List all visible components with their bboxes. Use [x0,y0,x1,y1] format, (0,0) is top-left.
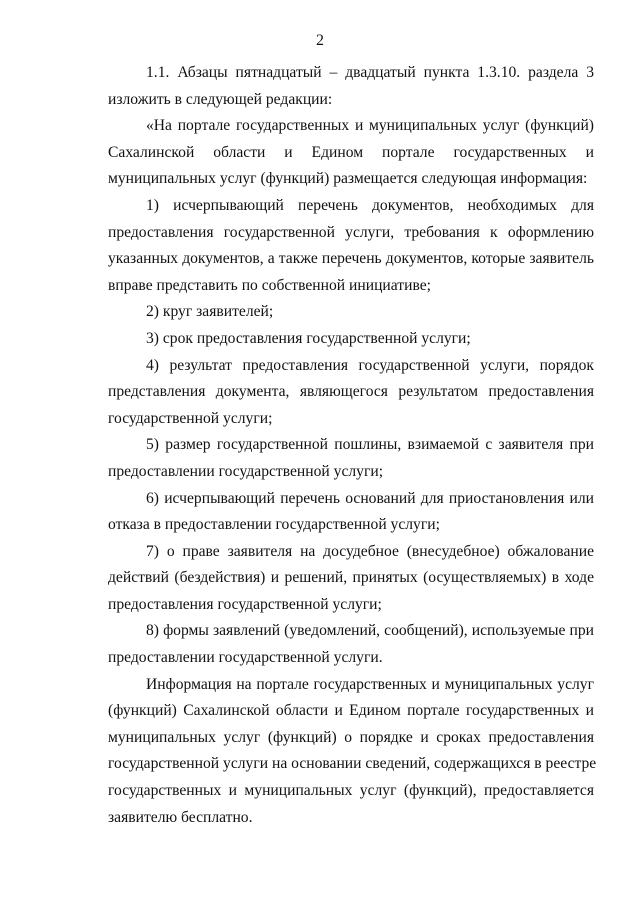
text-line: 7) о праве заявителя на досудебное (внесудебное) обжалование [146,542,594,560]
paragraph [108,299,594,326]
paragraph [108,193,594,299]
text-line: указанных документов, а также перечень документов, которые заявитель [108,250,594,268]
text-line: муниципальных услуг (функций) о порядке и сроках предоставления [108,728,594,746]
text-line: 6) исчерпывающий перечень оснований для приостановления или [146,489,594,507]
paragraph [108,60,594,113]
text-line: представления документа, являющегося результатом предоставления [108,383,594,401]
paragraph [108,353,594,433]
paragraph [108,113,594,193]
text-line: 2) круг заявителей; [146,303,274,321]
text-line: 1.1. Абзацы пятнадцатый – двадцатый пункта 1.3.10. раздела 3 [146,64,594,81]
text-line: предоставления государственной услуги; [108,595,382,613]
text-line: «На портале государственных и муниципальных услуг (функций) [146,117,594,135]
text-line: 1) исчерпывающий перечень документов, необходимых для [146,196,594,214]
text-line: отказа в предоставлении государственной услуги; [108,516,440,534]
text-line: 3) срок предоставления государственной услуги; [146,329,471,347]
text-line: государственной услуги на основании сведений, содержащихся в реестре [108,755,597,773]
paragraph [108,618,594,671]
text-line: действий (бездействия) и решений, принятых (осуществляемых) в ходе [108,569,594,587]
text-line: заявителю бесплатно. [108,808,253,826]
document-body [108,60,597,831]
text-line: Информация на портале государственных и муниципальных услуг [146,675,594,693]
paragraph [108,672,597,832]
text-line: предоставлении государственной услуги; [108,462,384,480]
text-line: изложить в следующей редакции: [108,90,333,108]
page-number: 2 [316,32,324,49]
text-line: государственных и муниципальных услуг (функций), предоставляется [108,782,594,800]
paragraph [108,539,594,619]
text-line: предоставления государственной услуги, требования к оформлению [108,223,594,241]
text-line: государственной услуги; [108,409,273,427]
paragraph [108,326,594,353]
text-line: 5) размер государственной пошлины, взимаемой с заявителя при [146,436,594,454]
paragraph [108,432,594,485]
text-line: 8) формы заявлений (уведомлений, сообщений), используемые при [146,622,594,640]
text-line: вправе представить по собственной инициативе; [108,276,431,294]
text-line: 4) результат предоставления государственной услуги, порядок [146,356,594,374]
text-line: предоставлении государственной услуги. [108,649,383,667]
text-line: (функций) Сахалинской области и Едином портале государственных и [108,702,594,720]
text-line: Сахалинской области и Едином портале государственных и [108,143,594,161]
text-line: муниципальных услуг (функций) размещается следующая информация: [108,170,588,188]
paragraph [108,486,594,539]
